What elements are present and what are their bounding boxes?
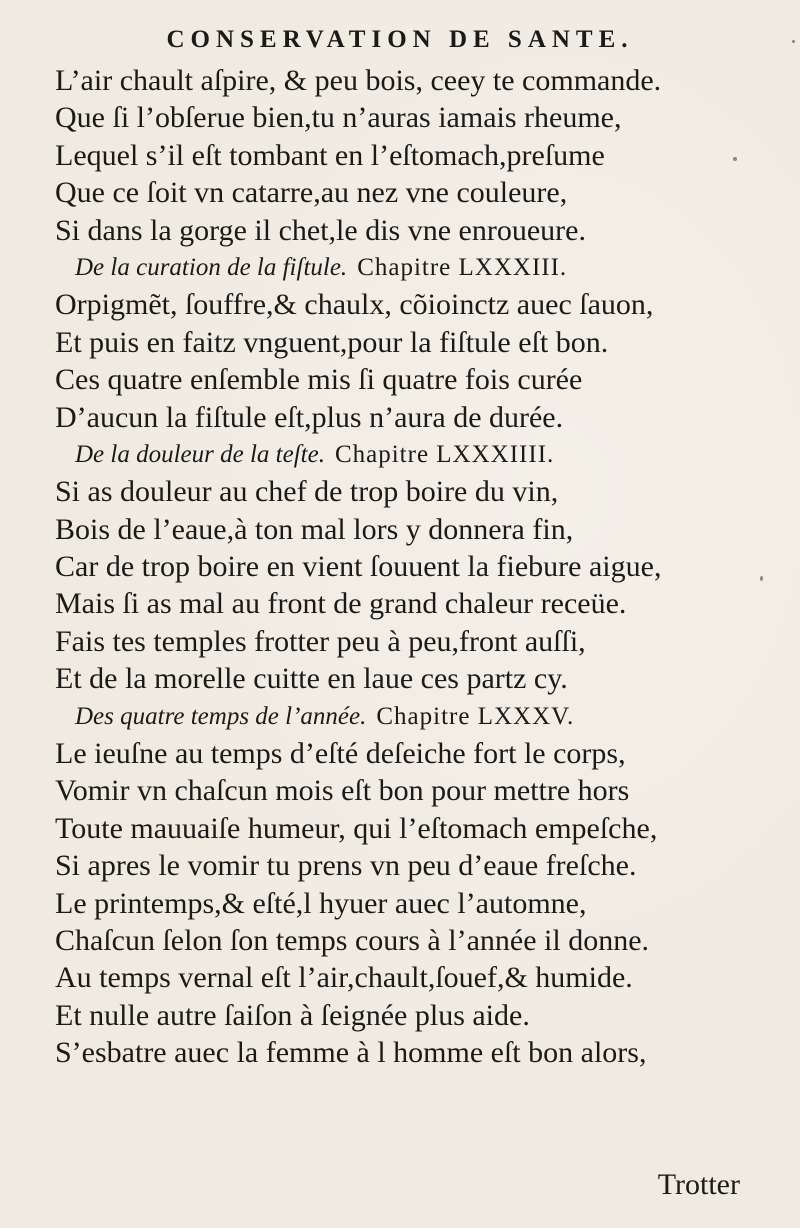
chapter-title: De la curation de la fiſtule.: [75, 253, 348, 281]
verse-line: Que ſi l’obſerue bien,tu n’auras iamais rheume,: [55, 101, 622, 135]
chapter-heading: [55, 249, 775, 286]
chapter-title: Des quatre temps de l’année.: [75, 702, 367, 730]
verse-line: Lequel s’il eſt tombant en l’eſtomach,preſume: [55, 138, 605, 172]
verse-line: Orpigmẽt, ſouffre,& chaulx, cõioinctz auec ſauon,: [55, 288, 654, 322]
verse-line: Si apres le vomir tu prens vn peu d’eaue freſche.: [55, 849, 637, 883]
verse-line: Mais ſi as mal au front de grand chaleur receüe.: [55, 587, 627, 621]
verse-line: Toute mauuaiſe humeur, qui l’eſtomach empeſche,: [55, 811, 658, 845]
catchword: Trotter: [657, 1168, 740, 1201]
ink-speck: [792, 40, 795, 43]
ink-speck: [760, 576, 763, 581]
verse-line: Et nulle autre ſaiſon à ſeignée plus aide.: [55, 998, 530, 1032]
chapter-heading: [55, 436, 775, 473]
verse-line: Au temps vernal eſt l’air,chault,ſouef,& humide.: [55, 961, 633, 995]
verse-line: Vomir vn chaſcun mois eſt bon pour mettre hors: [55, 774, 630, 808]
verse-line: Ces quatre enſemble mis ſi quatre fois curée: [55, 363, 583, 397]
chapter-heading: [55, 698, 775, 735]
verse-line: Et de la morelle cuitte en laue ces partz cy.: [55, 662, 568, 696]
verse-line: Le ieuſne au temps d’eſté deſeiche fort le corps,: [55, 737, 626, 771]
verse-line: D’aucun la fiſtule eſt,plus n’aura de durée.: [55, 400, 564, 434]
verse-line: Si as douleur au chef de trop boire du vin,: [55, 475, 559, 509]
text-block: [55, 62, 775, 1072]
verse-line: Bois de l’eaue,à ton mal lors y donnera fin,: [55, 512, 574, 546]
chapter-title: De la douleur de la teſte.: [75, 440, 325, 468]
verse-line: Car de trop boire en vient ſouuent la fiebure aigue,: [55, 550, 662, 584]
verse-line: S’esbatre auec la femme à l homme eſt bon alors,: [55, 1036, 647, 1070]
running-head: CONSERVATION DE SANTE.: [166, 26, 634, 53]
ink-speck: [733, 157, 737, 161]
chapter-number: Chapitre LXXXIII.: [357, 253, 568, 281]
verse-line: Chaſcun ſelon ſon temps cours à l’année il donne.: [55, 923, 650, 957]
verse-line: Le printemps,& eſté,l hyuer auec l’automne,: [55, 886, 587, 920]
chapter-number: Chapitre LXXXV.: [376, 702, 575, 730]
verse-line: L’air chault aſpire, & peu bois, ceey te commande.: [55, 64, 662, 97]
verse-line: Fais tes temples frotter peu à peu,front auſſi,: [55, 624, 586, 658]
verse-line: Que ce ſoit vn catarre,au nez vne couleure,: [55, 176, 568, 210]
verse-line: Et puis en faitz vnguent,pour la fiſtule eſt bon.: [55, 325, 609, 359]
chapter-number: Chapitre LXXXIIII.: [334, 440, 555, 468]
verse-line: Si dans la gorge il chet,le dis vne enroueure.: [55, 213, 586, 247]
